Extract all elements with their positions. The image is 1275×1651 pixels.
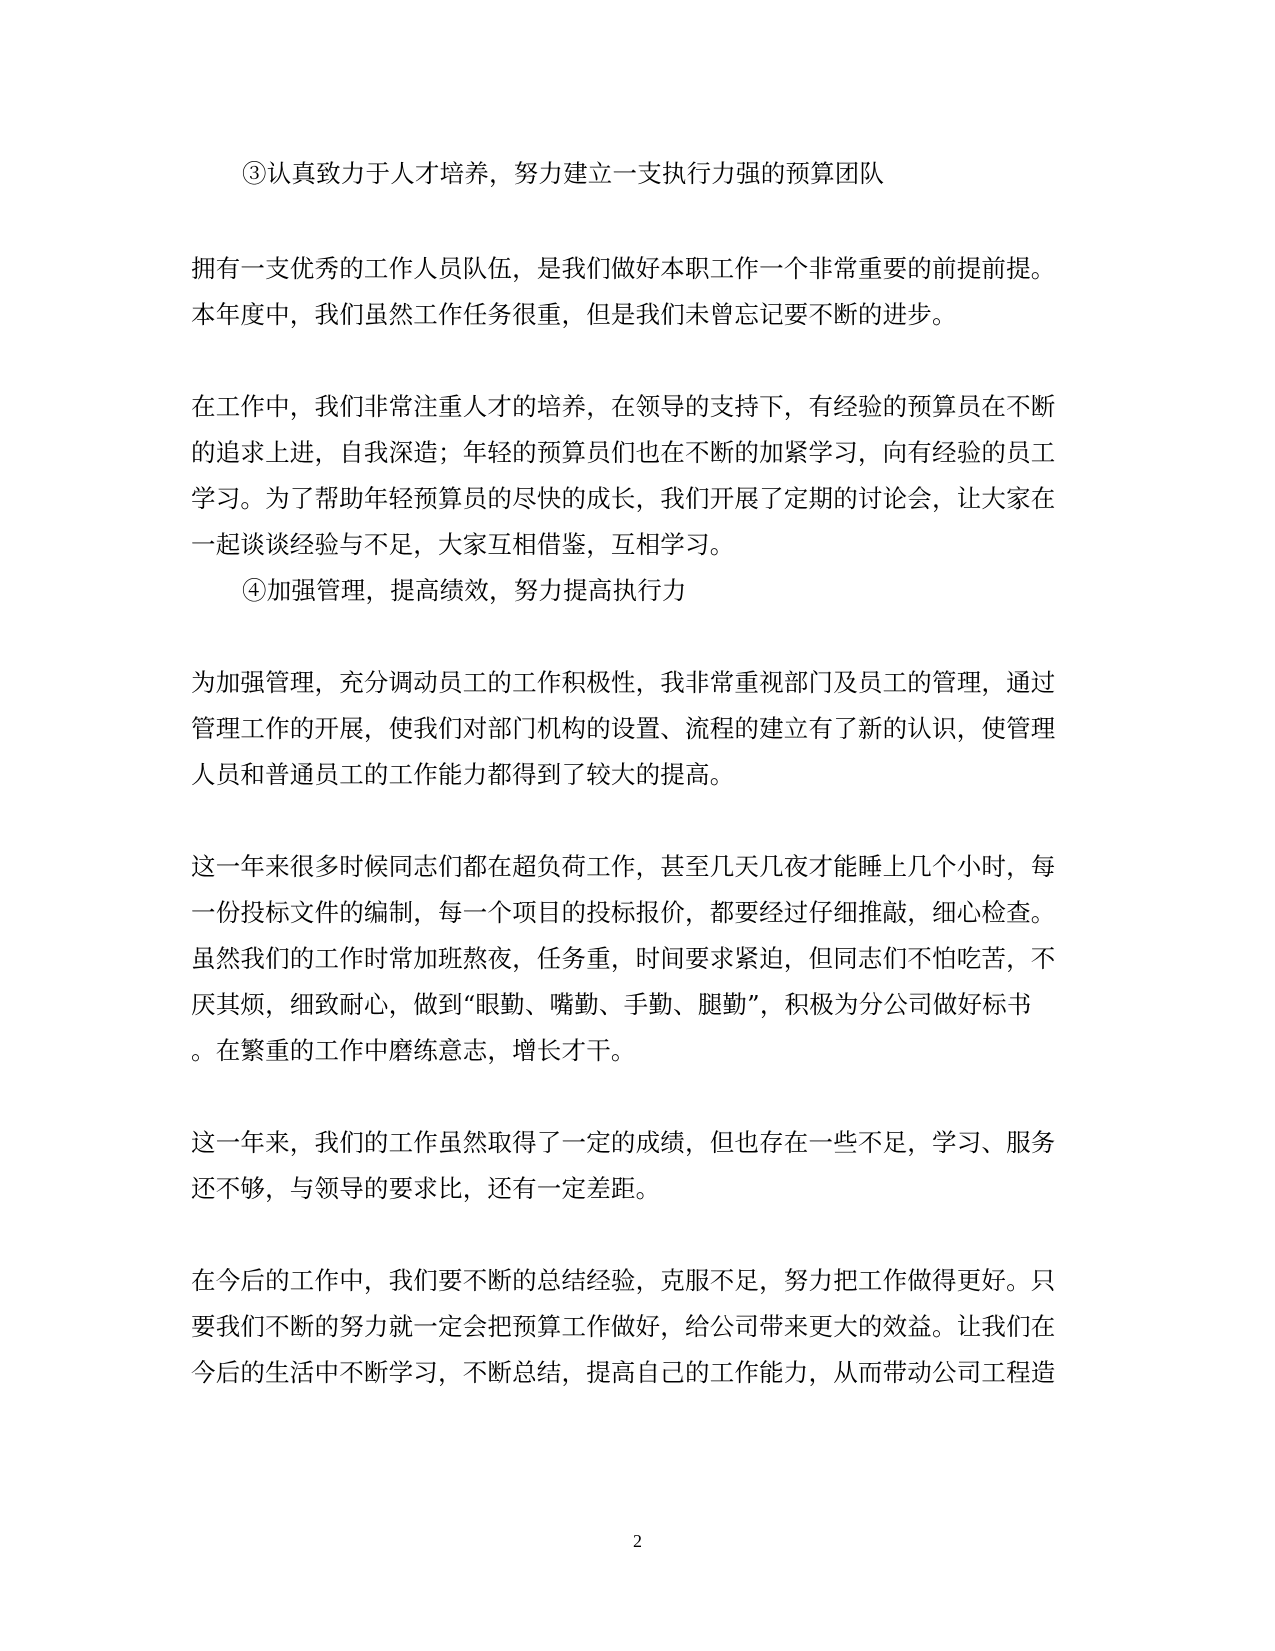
- paragraph-4-line-3: 虽然我们的工作时常加班熬夜，任务重，时间要求紧迫，但同志们不怕吃苦，不: [191, 944, 1056, 973]
- paragraph-3-line-2: 管理工作的开展，使我们对部门机构的设置、流程的建立有了新的认识，使管理: [191, 714, 1056, 743]
- paragraph-4-line-5: 。在繁重的工作中磨练意志，增长才干。: [191, 1036, 636, 1065]
- paragraph-3-line-1: 为加强管理，充分调动员工的工作积极性，我非常重视部门及员工的管理，通过: [191, 668, 1056, 697]
- page-number: 2: [633, 1531, 642, 1551]
- paragraph-2-line-4: 一起谈谈经验与不足，大家互相借鉴，互相学习。: [191, 530, 735, 559]
- paragraph-6-line-2: 要我们不断的努力就一定会把预算工作做好，给公司带来更大的效益。让我们在: [191, 1312, 1056, 1341]
- paragraph-4-line-1: 这一年来很多时候同志们都在超负荷工作，甚至几天几夜才能睡上几个小时，每: [191, 852, 1056, 881]
- paragraph-6-line-1: 在今后的工作中，我们要不断的总结经验，克服不足，努力把工作做得更好。只: [191, 1266, 1056, 1295]
- paragraph-3-line-3: 人员和普通员工的工作能力都得到了较大的提高。: [191, 760, 735, 789]
- paragraph-2-line-3: 学习。为了帮助年轻预算员的尽快的成长，我们开展了定期的讨论会，让大家在: [191, 484, 1056, 513]
- paragraph-1-line-1: 拥有一支优秀的工作人员队伍，是我们做好本职工作一个非常重要的前提前提。: [191, 254, 1056, 283]
- paragraph-2-line-1: 在工作中，我们非常注重人才的培养，在领导的支持下，有经验的预算员在不断: [191, 392, 1056, 421]
- paragraph-1-line-2: 本年度中，我们虽然工作任务很重，但是我们未曾忘记要不断的进步。: [191, 300, 957, 329]
- paragraph-2-line-2: 的追求上进，自我深造；年轻的预算员们也在不断的加紧学习，向有经验的员工: [191, 438, 1056, 467]
- section-heading-3: ③认真致力于人才培养，努力建立一支执行力强的预算团队: [242, 159, 885, 188]
- paragraph-4-line-2: 一份投标文件的编制，每一个项目的投标报价，都要经过仔细推敲，细心检查。: [191, 898, 1056, 927]
- paragraph-5-line-1: 这一年来，我们的工作虽然取得了一定的成绩，但也存在一些不足，学习、服务: [191, 1128, 1056, 1157]
- section-heading-4: ④加强管理，提高绩效，努力提高执行力: [242, 576, 687, 605]
- paragraph-6-line-3: 今后的生活中不断学习，不断总结，提高自己的工作能力，从而带动公司工程造: [191, 1358, 1056, 1387]
- paragraph-5-line-2: 还不够，与领导的要求比，还有一定差距。: [191, 1174, 661, 1203]
- paragraph-4-line-4: 厌其烦，细致耐心，做到“眼勤、嘴勤、手勤、腿勤”，积极为分公司做好标书: [191, 990, 1032, 1019]
